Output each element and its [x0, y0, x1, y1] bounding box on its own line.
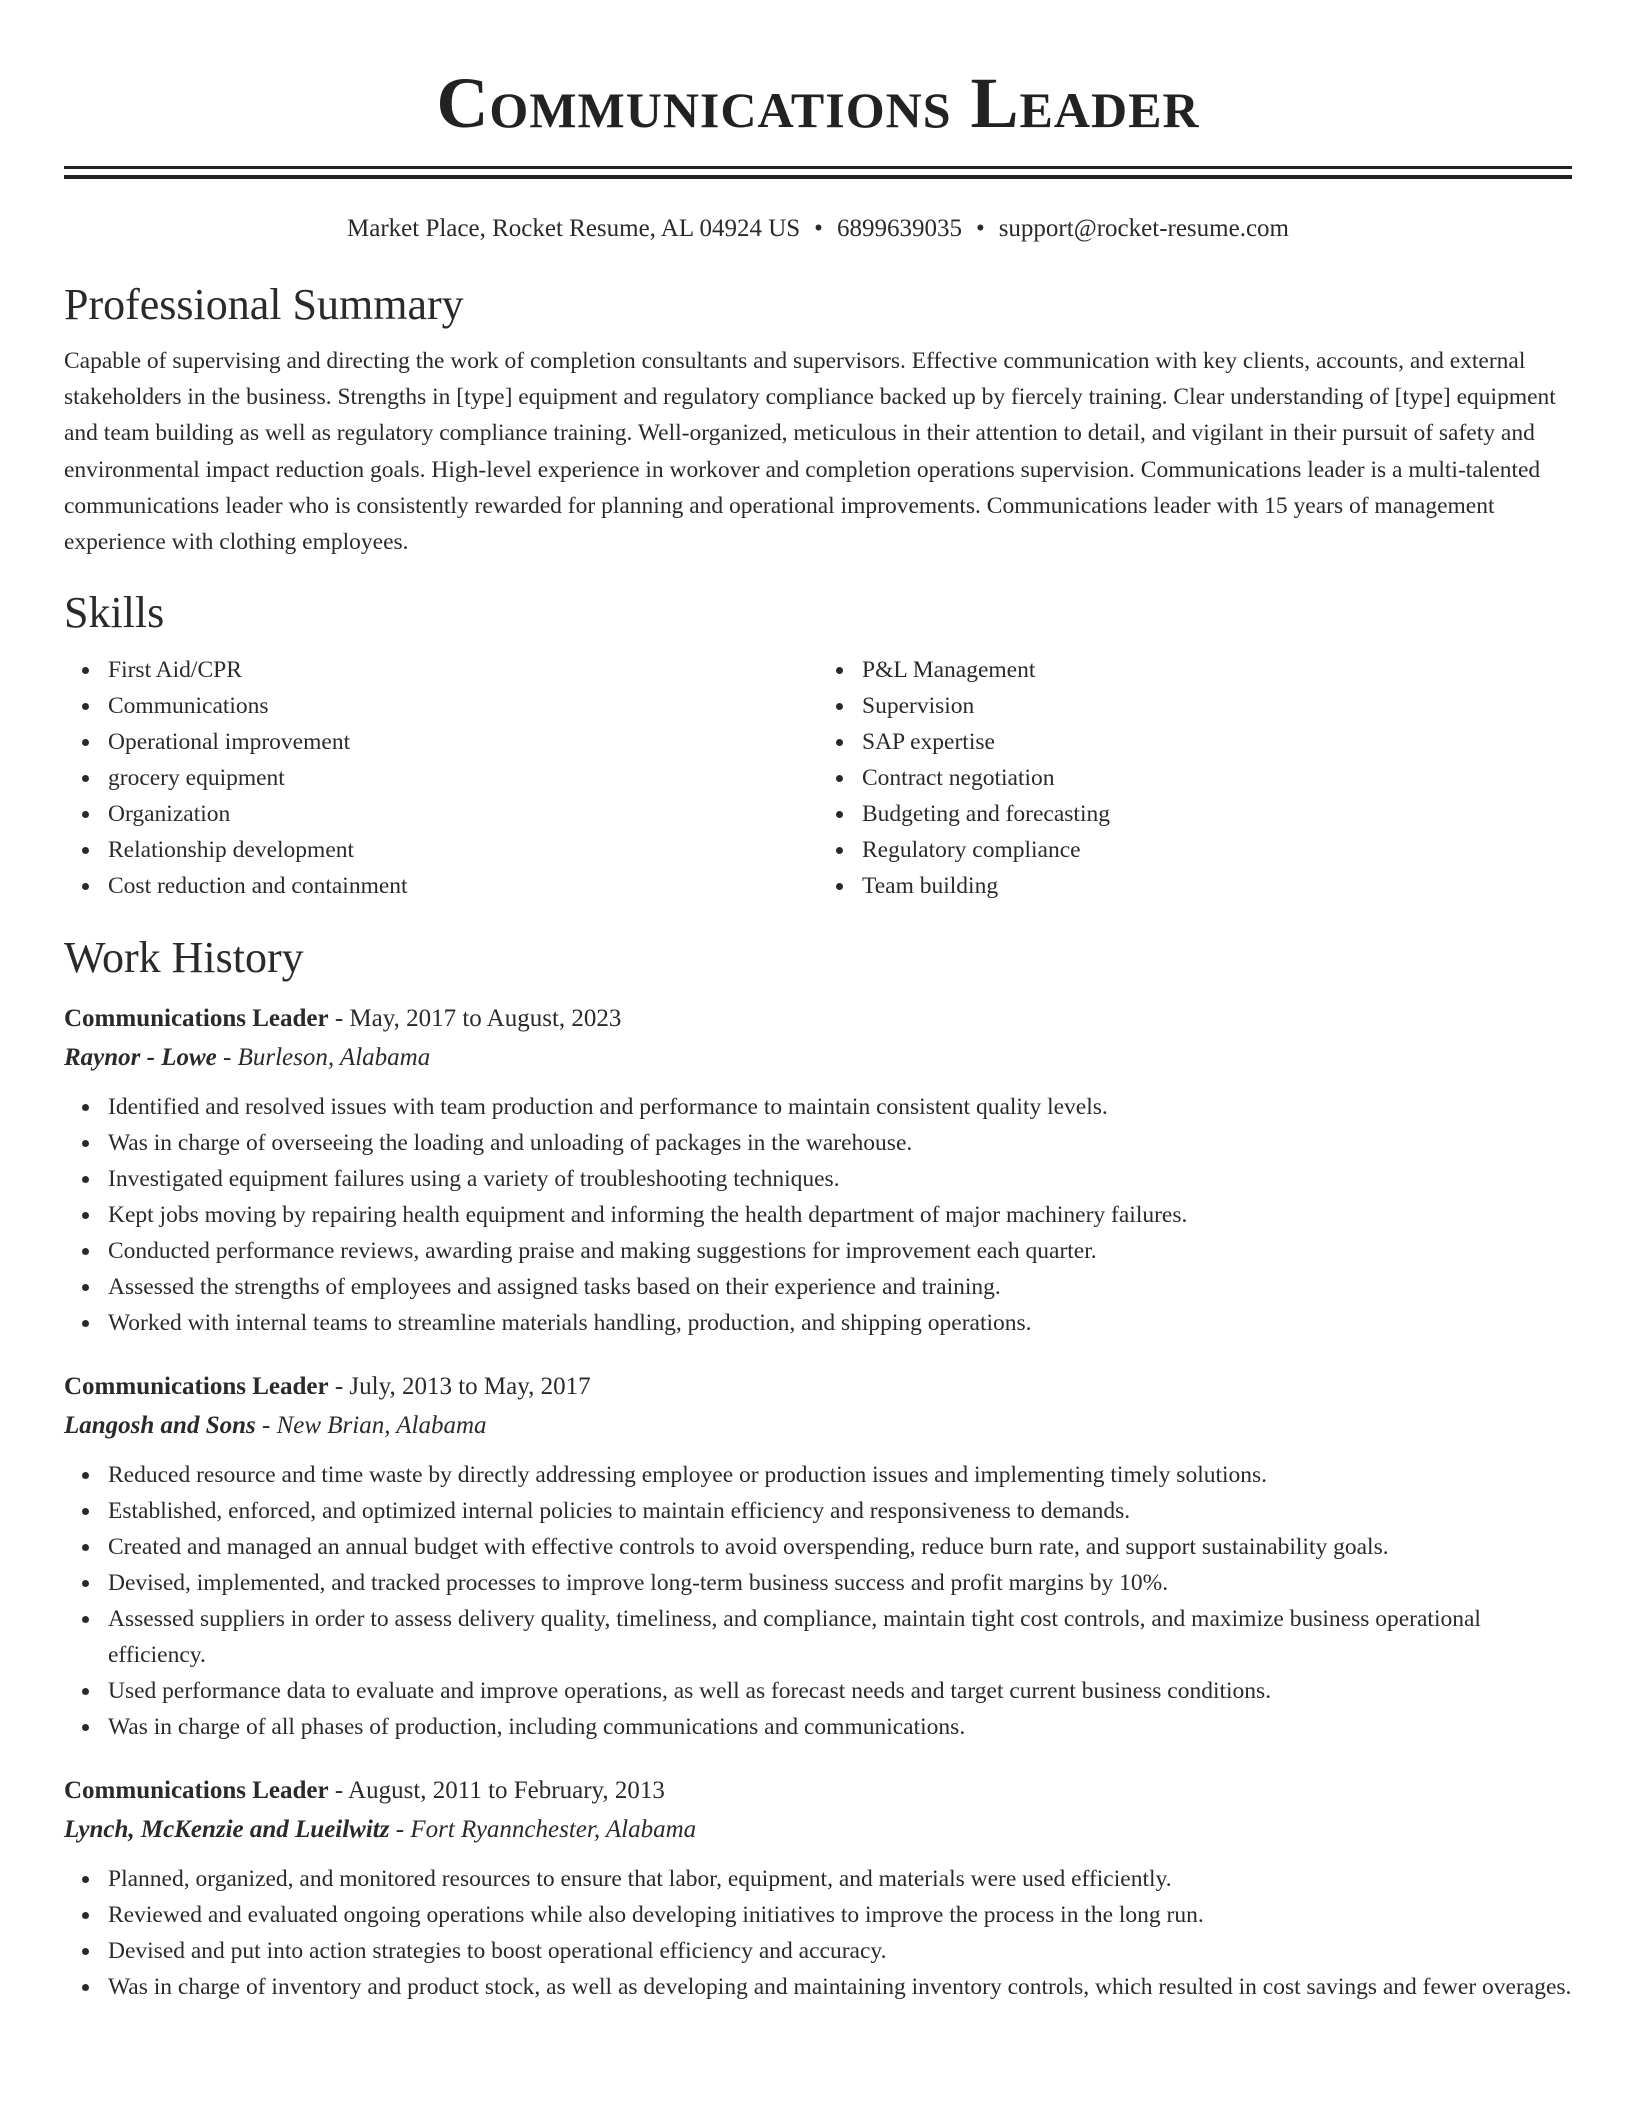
job-bullets	[64, 1089, 1572, 1341]
list-item: Was in charge of overseeing the loading and unloading of packages in the warehouse.	[108, 1125, 1572, 1161]
list-item: Worked with internal teams to streamline materials handling, production, and shipping operations.	[108, 1305, 1572, 1341]
job-dash: -	[328, 1777, 349, 1805]
list-item: Relationship development	[108, 832, 818, 868]
job-dash: -	[328, 1005, 350, 1033]
list-item: Budgeting and forecasting	[862, 796, 1572, 832]
job-company: Lynch, McKenzie and Lueilwitz	[64, 1816, 390, 1844]
list-item: Regulatory compliance	[862, 832, 1572, 868]
list-item: Planned, organized, and monitored resources to ensure that labor, equipment, and materials were used efficiently.	[108, 1861, 1572, 1897]
job-company-line	[64, 1810, 1572, 1849]
job-entry	[64, 999, 1572, 1341]
list-item: Conducted performance reviews, awarding praise and making suggestions for improvement each quarter.	[108, 1233, 1572, 1269]
list-item: Reduced resource and time waste by directly addressing employee or production issues and implementing timely solutions.	[108, 1457, 1572, 1493]
job-dash: -	[328, 1373, 350, 1401]
job-bullets	[64, 1861, 1572, 2005]
list-item: First Aid/CPR	[108, 652, 818, 688]
job-dates: August, 2011 to February, 2013	[348, 1777, 665, 1805]
list-item: Kept jobs moving by repairing health equipment and informing the health department of major machinery failures.	[108, 1197, 1572, 1233]
contact-address: Market Place, Rocket Resume, AL 04924 US	[347, 215, 801, 242]
list-item: Reviewed and evaluated ongoing operations while also developing initiatives to improve the process in the long run.	[108, 1897, 1572, 1933]
summary-text: Capable of supervising and directing the work of completion consultants and supervisors. Effective communication with key clients, accounts, and external stakeholders in the business. Strengths in [type] equipment and regulatory compliance backed up by fiercely training. Clear understanding of [type] equipment and team building as well as regulatory compliance training. Well-organized, meticulous in their attention to detail, and vigilant in their pursuit of safety and environmental impact reduction goals. High-level experience in workover and completion operations supervision. Communications leader is a multi-talented communications leader who is consistently rewarded for planning and operational improvements. Communications leader with 15 years of management experience with clothing employees.	[64, 348, 1556, 556]
job-company: Raynor - Lowe	[64, 1044, 217, 1072]
work-history-list	[64, 999, 1572, 2005]
contact-email: support@rocket-resume.com	[998, 215, 1289, 242]
list-item: Contract negotiation	[862, 760, 1572, 796]
list-item: Operational improvement	[108, 724, 818, 760]
list-item: P&L Management	[862, 652, 1572, 688]
list-item: Supervision	[862, 688, 1572, 724]
job-dash: -	[255, 1412, 277, 1440]
contact-separator: •	[975, 215, 985, 242]
job-bullets	[64, 1457, 1572, 1745]
job-company-line	[64, 1406, 1572, 1445]
job-dash: -	[389, 1816, 411, 1844]
job-company-line	[64, 1038, 1572, 1077]
list-item: grocery equipment	[108, 760, 818, 796]
job-dash: -	[216, 1044, 238, 1072]
skills-list-left	[64, 652, 818, 904]
list-item: Organization	[108, 796, 818, 832]
list-item: Identified and resolved issues with team production and performance to maintain consistent quality levels.	[108, 1089, 1572, 1125]
job-entry	[64, 1367, 1572, 1745]
job-title-line	[64, 1771, 1572, 1810]
job-location: Burleson, Alabama	[237, 1044, 431, 1072]
job-location: Fort Ryannchester, Alabama	[410, 1816, 697, 1844]
job-role: Communications Leader	[64, 1777, 329, 1805]
list-item: Established, enforced, and optimized internal policies to maintain efficiency and responsiveness to demands.	[108, 1493, 1572, 1529]
skills-heading: Skills	[64, 588, 165, 638]
list-item: Devised, implemented, and tracked processes to improve long-term business success and profit margins by 10%.	[108, 1565, 1572, 1601]
list-item: Team building	[862, 868, 1572, 904]
skills-list-right	[818, 652, 1572, 904]
contact-line	[64, 213, 1572, 245]
skills-columns	[64, 652, 1572, 904]
list-item: Assessed suppliers in order to assess delivery quality, timeliness, and compliance, maintain tight cost controls, and maximize business operational efficiency.	[108, 1601, 1572, 1673]
resume-page	[64, 0, 1572, 2005]
job-entry	[64, 1771, 1572, 2005]
job-dates: May, 2017 to August, 2023	[349, 1005, 622, 1033]
summary-heading: Professional Summary	[64, 280, 464, 329]
job-role: Communications Leader	[64, 1005, 329, 1033]
list-item: Used performance data to evaluate and improve operations, as well as forecast needs and target current business conditions.	[108, 1673, 1572, 1709]
job-company: Langosh and Sons	[64, 1412, 256, 1440]
job-dates: July, 2013 to May, 2017	[349, 1373, 591, 1401]
list-item: Created and managed an annual budget with effective controls to avoid overspending, reduce burn rate, and support sustainability goals.	[108, 1529, 1572, 1565]
list-item: Was in charge of inventory and product stock, as well as developing and maintaining inventory controls, which resulted in cost savings and fewer overages.	[108, 1969, 1572, 2005]
header-rule-bottom	[64, 175, 1572, 179]
job-title-line	[64, 1367, 1572, 1406]
list-item: Cost reduction and containment	[108, 868, 818, 904]
contact-phone: 6899639035	[836, 215, 962, 242]
list-item: Investigated equipment failures using a variety of troubleshooting techniques.	[108, 1161, 1572, 1197]
list-item: Was in charge of all phases of production, including communications and communications.	[108, 1709, 1572, 1745]
list-item: Communications	[108, 688, 818, 724]
contact-separator: •	[814, 215, 823, 242]
job-location: New Brian, Alabama	[276, 1412, 487, 1440]
list-item: Devised and put into action strategies to boost operational efficiency and accuracy.	[108, 1933, 1572, 1969]
list-item: Assessed the strengths of employees and assigned tasks based on their experience and training.	[108, 1269, 1572, 1305]
header-rule-top	[64, 166, 1572, 169]
list-item: SAP expertise	[862, 724, 1572, 760]
job-role: Communications Leader	[64, 1373, 329, 1401]
job-title-line	[64, 999, 1572, 1038]
work-history-heading: Work History	[64, 933, 304, 983]
candidate-name: Communications Leader	[436, 63, 1200, 143]
